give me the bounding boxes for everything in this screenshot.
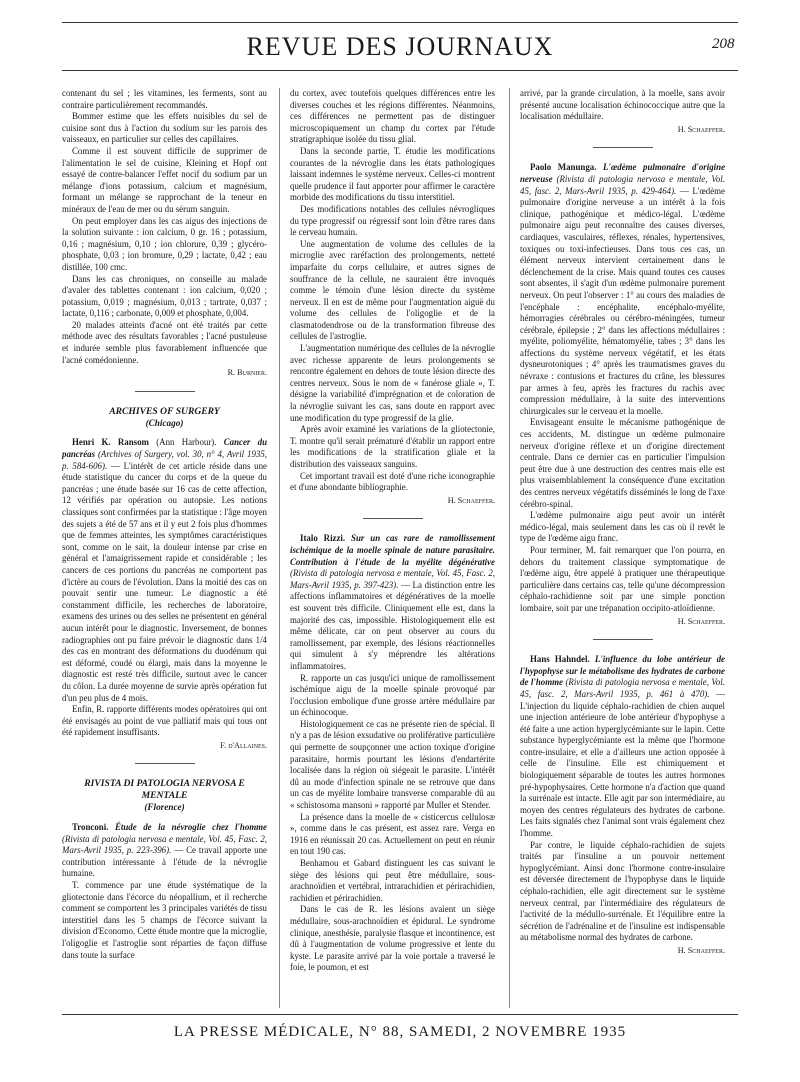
paragraph: Par contre, le liquide céphalo-rachidien de sujets traités par l'insuline a un pouvoir nettement hypoglycémiant. Ainsi donc l'hormone contre-insulaire est déversée directement de l'hypophyse dans le liquide céphalo-rachidien, elle agit directement sur le système nerveux central, par l'intermédiaire des régulateurs de l'activité de la médullo-surrénale. Et l'équilibre entre la sécrétion de l'adrénaline et de l'insuline est indispensable au métabolisme normal des hydrates de carbone.	[520, 839, 725, 943]
article-body: — Ce travail apporte une contribution intéressante à l'étude de la névroglie humaine.	[62, 845, 267, 879]
article-title: L'influence du lobe antérieur de l'hypophyse sur le métabolisme des hydrates de carbone de l'homme	[520, 654, 725, 688]
author-signature: F. d'Allaines.	[220, 740, 267, 750]
paragraph: du cortex, avec toutefois quelques différences entre les diverses couches et les régions différentes. Néanmoins, ces différences ne permettent pas de distinguer microscopiquement un champ du cortex par l'étude stratigraphique isolée du tissu glial.	[290, 88, 495, 145]
paragraph: L'augmentation numérique des cellules de la névroglie avec richesse apparente de leurs prolongements se rencontre également en dehors de toute lésion directe des centres nerveux. Sous le nom de « fanérose gliale », T. désigne la variabilité d'imprégnation et de coloration de la névroglie suivant les cas, sans doute en rapport avec une modification du type progressif de la glie.	[290, 343, 495, 423]
paragraph: R. rapporte un cas jusqu'ici unique de ramollissement ischémique aigu de la moelle spinale provoqué par l'occlusion embolique d'une grosse artère médullaire par un échinocoque.	[290, 672, 495, 718]
paragraph: Enfin, R. rapporte différents modes opératoires qui ont été envisagés au point de vue palliatif mais qui tous ont été rapidement insuffisants.	[62, 704, 267, 738]
paragraph: Une augmentation de volume des cellules de la microglie avec raréfaction des prolongements, netteté imparfaite du corps cellulaire, et autres signes de souffrance de la cellule, ne sauraient être invoqués comme le témoin d'une lésion directe du système nerveux. Il en est de même pour l'augmentation aiguë du volume des cellules de l'oligoglie et de la clasmatodendrose ou de la transformation fibreuse des cellules de l'astroglie.	[290, 238, 495, 342]
article-body: — La distinction entre les affections inflammatoires et dégénératives de la moelle est souvent très difficile. Cliniquement elle est, dans la majorité des cas, impossible. Histologiquement elle est même délicate, car on peut observer au cours du ramollissement, par exemple, des lésions réactionnelles qui simulent à s'y méprendre les altérations inflammatoires.	[290, 579, 495, 671]
article-entry	[62, 822, 267, 880]
article-author: Tronconi.	[72, 822, 109, 833]
column-right	[520, 88, 725, 1008]
journal-heading: ARCHIVES OF SURGERY	[109, 405, 220, 417]
article-source: (Rivista di patologia nervosa e mentale, Vol. 45, Fasc. 2, Mars-Avril 1935, p. 397-423).	[290, 568, 495, 590]
article-entry	[520, 654, 725, 840]
author-signature: H. Schaeffer.	[447, 495, 495, 505]
paragraph: On peut employer dans les cas aigus des injections de la solution suivante : ion calcium, 0 gr. 16 ; potassium, 0,16 ; magnésium, 0,10 ; ion chlorure, 0,39 ; glycéro-phosphate, 0,03 ; ion bromure, 0,29 ; lactate, 0,42 ; eau distillée, 100 cmc.	[62, 215, 267, 272]
paragraph: La présence dans la moelle de « cisticercus cellulosæ », comme dans le cas présent, est assez rare. Verga en 1916 en réunissait 20 cas. Actuellement on peut en réunir en tout 190 cas.	[290, 811, 495, 857]
article-body: — L'œdème pulmonaire d'origine nerveuse a un intérêt à la fois clinique, pathogénique et médico-légal. L'œdème pulmonaire aigu peut reconnaître des causes diverses, cardiaques, vasculaires, réflexes, rénales, hypertensives, toxiques ou toxi-infectieuses. Dans tous ces cas, un élément nerveux intervient certainement dans le déclenchement de la crise. Mais quand toutes ces causes sont absentes, il s'agit d'un œdème pulmonaire purement nerveux. On peut l'observer : 1° au cours des maladies de l'encéphale : encéphalite, encéphalo-myélite, hémorragies cérébrales ou cérébro-méningées, tumeur cérébrale, épilepsie ; 2° dans les affections médullaires : myélite, poliomyélite, hématomyélie, tabes ; 3° dans les affections du système nerveux végétatif, et les états dysneurotoniques ; 4° après les traumatismes graves du névraxe : contusions et fractures du crâne, les blessures par armes à feu, après les fractures du rachis avec compression médullaire, à la suite des interventions chirurgicales sur le cerveau et la moelle.	[520, 185, 725, 416]
paragraph: T. commence par une étude systématique de la gliotectonie dans l'écorce du néopallium, et il recherche comment se comportent les 3 principales variétés de tissu interstitiel dans les 5 champs de l'écorce suivant la division d'Economo. Cette étude montre que la microglie, l'oligoglie et l'astroglie sont réparties de façon diffuse dans toute la surface	[62, 880, 267, 960]
journal-location: (Chicago)	[145, 417, 184, 428]
article-author: Henri K. Ransom	[72, 437, 149, 448]
paragraph: contenant du sel ; les vitamines, les ferments, sont au contraire particulièrement recommandés.	[62, 88, 267, 110]
article-author: Hans Hahndel.	[530, 654, 590, 665]
author-signature: H. Schaeffer.	[677, 945, 725, 955]
paragraph: Cet important travail est doté d'une riche iconographie et d'une abondante bibliographie.	[290, 470, 495, 493]
article-entry	[62, 437, 267, 704]
author-signature: H. Schaeffer.	[677, 124, 725, 134]
paragraph: Envisageant ensuite le mécanisme pathogénique de ces accidents, M. distingue un œdème pulmonaire nerveux d'origine réflexe et un d'origine directement centrale. Dans ce dernier cas en particulier l'impulsion peut être due à une destruction des centres mais elle est plus vraisemblablement la conséquence d'une excitation des centres nerveux végétatifs disséminés le long de l'axe cérébro-spinal.	[520, 417, 725, 509]
article-entry	[290, 533, 495, 672]
article-author: Paolo Manunga.	[530, 162, 597, 173]
journal-heading: RIVISTA DI PATOLOGIA NERVOSA E MENTALE	[84, 778, 245, 802]
paragraph: Dans le cas de R. les lésions avaient un siège médullaire, sous-arachnoïdien et épidural. Le syndrome clinique, anesthésie, paralysie flasque et incontinence, est dû à l'augmentation de volume progressive et lente du kyste. Le parasite arrivé par la voie portale a traversé le foie, le poumon, et est	[290, 904, 495, 973]
article-entry	[520, 162, 725, 417]
footer-rule	[62, 1014, 738, 1015]
column-middle	[290, 88, 495, 1008]
article-author: Italo Rizzi.	[300, 533, 346, 544]
section-separator	[363, 518, 423, 519]
page-number: 208	[712, 36, 735, 52]
journal-section-title: REVUE DES JOURNAUX	[246, 32, 554, 61]
column-divider	[279, 88, 280, 1008]
column-left	[62, 88, 267, 1008]
paragraph: Histologiquement ce cas ne présente rien de spécial. Il n'y a pas de lésion exsudative ou proliférative particulière qui permette de soupçonner une action toxique d'origine parasitaire, hormis pourtant les lésions d'endartérite localisée dans la région où siégeait le parasite. L'intérêt dû au mode d'infection spinale ne se retrouve que dans un cas de myélite lombaire transverse comparable dû au « schistosoma mansoni » rapporté par Muller et Stender.	[290, 718, 495, 811]
article-affiliation: (Ann Harbour).	[156, 437, 217, 448]
paragraph: Dans la seconde partie, T. étudie les modifications courantes de la névroglie dans les états pathologiques laissant indemnes le système nerveux. Celles-ci montrent quelle prudence il faut apporter pour affirmer le caractère morbide des modifications du tissu interstitiel.	[290, 145, 495, 203]
article-source: (Rivista di patologia nervosa e mentale, Vol. 45, Fasc. 2, Mars-Avril 1935, p. 223-396).	[62, 833, 267, 856]
paragraph: Dans les cas chroniques, on conseille au malade d'avaler des tablettes contenant : ion calcium, 0,020 ; potassium, 0,019 ; magnésium, 0,013 ; tartrate, 0,037 ; lactate, 0,116 ; carbonate, 0,009 et phosphate, 0,004.	[62, 273, 267, 319]
paragraph: Des modifications notables des cellules névrogliques du type progressif ou régressif sont loin d'être rares dans le cerveau humain.	[290, 203, 495, 238]
article-source: (Rivista di patologia nervosa e mentale, Vol. 45, fasc. 2, Mars-Avril 1935, p. 461 à 470).	[520, 677, 725, 699]
journal-location: (Florence)	[144, 802, 185, 813]
article-title: Sur un cas rare de ramollissement ischémique de la moelle spinale de nature parasitaire. Contribution à l'étude de la myélite dégénérative	[290, 533, 495, 567]
article-title: Étude de la névroglie chez l'homme	[114, 822, 267, 833]
article-source: (Rivista di patologia nervosa e mentale, Vol. 45, fasc. 2, Mars-Avril 1935, p. 429-464).	[520, 173, 725, 196]
paragraph: Comme il est souvent difficile de supprimer de l'alimentation le sel de cuisine, Kleining et Hopf ont essayé de contre-balancer l'effet nocif du sodium par un mélange d'ions potassium, calcium et magnésium, formant un mélange se rapprochant de la teneur en minéraux de l'eau de mer ou du sérum sanguin.	[62, 145, 267, 214]
header-rule-bottom	[62, 70, 738, 71]
paragraph: Après avoir examiné les variations de la gliotectonie, T. montre qu'il serait prématuré d'établir un rapport entre les modifications de la stratification gliale et la distribution des vaisseaux sanguins.	[290, 424, 495, 469]
section-separator	[593, 147, 653, 148]
paragraph: 20 malades atteints d'acné ont été traités par cette méthode avec des résultats favorables ; l'acné pustuleuse et indurée semble plus favorablement influencée que l'acné comédonienne.	[62, 319, 267, 365]
paragraph: arrivé, par la grande circulation, à la moelle, sans avoir présenté aucune localisation échinococcique autre que la localisation médullaire.	[520, 88, 725, 122]
page-footer: LA PRESSE MÉDICALE, N° 88, SAMEDI, 2 NOVEMBRE 1935	[173, 1024, 627, 1040]
section-separator	[135, 391, 195, 392]
article-body: — L'injection du liquide céphalo-rachidien de chien auquel une injection antérieure de lobe antérieur d'hypophyse a été faite a une action hyperglycémiante sur le lapin. Cette substance hyperglycémiante est la même que l'hormone contre-insulaire, et elle a d'ailleurs une action opposée à celle de l'insuline. Elle est chimiquement et biologiquement séparable de toutes les autres hormones pré-hypophysaires. Cette hormone n'a d'action que quand la surrénale est intacte. Elle agit par son intermédiaire, au moyen des centres régulateurs des hydrates de carbone. Les faits signalés chez l'animal sont vrais également chez l'homme.	[520, 688, 725, 839]
author-signature: R. Burnier.	[227, 368, 267, 378]
header-rule-top	[62, 22, 738, 23]
article-body: — L'intérêt de cet article réside dans une étude statistique du cancer du corps et de la queue du pancréas ; une étude basée sur 16 cas de cette affection, 12 vérifiés par opération ou autopsie. Les notions classiques sont confirmées par la statistique : l'âge moyen des sujets a été de 57 ans et il y eut 2 fois plus d'hommes que de femmes atteintes, les symptômes caractéristiques sont, comme on le sait, la douleur intense par crise en général et l'amaigrissement rapide et considérable ; les cancers de ces portions du pancréas ne comportent pas d'ictère au cours de l'évolution. Dans la moitié des cas on pouvait sentir une tumeur. Le diagnostic a été constamment difficile, les recherches de laboratoire, examens des urines ou des selles ne présentent en général aucun intérêt pour le diagnostic. Inversement, de bonnes radiographies ont pu faire prévoir le diagnostic dans 1/4 des cas en montrant des déformations du duodénum qui est déformé, coudé ou élargi, mais dans la moyenne le diagnostic est resté très difficile, surtout avec le cancer du côlon. La durée moyenne de survie après opération fut d'un peu plus de 4 mois.	[62, 460, 267, 703]
paragraph: Bommer estime que les effets nuisibles du sel de cuisine sont dus à l'action du sodium sur les parois des vaisseaux, en particulier sur celles des capillaires.	[62, 111, 267, 145]
paragraph: Benhamou et Gabard distinguent les cas suivant le siège des lésions qui peut être médullaire, sous-arachnoïdien et vertébral, intrarachidien et périrachidien, rachidien et périrachidien.	[290, 858, 495, 903]
section-separator	[593, 639, 653, 640]
section-separator	[135, 763, 195, 764]
column-divider	[509, 88, 510, 1008]
author-signature: H. Schaeffer.	[677, 616, 725, 626]
article-title: L'œdème pulmonaire d'origine nerveuse	[520, 162, 725, 184]
paragraph: Pour terminer, M. fait remarquer que l'on pourra, en dehors du traitement classique symptomatique de l'œdème aigu, être appelé à pratiquer une thérapeutique particulière dans certains cas, telle qu'une décompression céphalo-rachidienne soit par une simple ponction lombaire, soit par une trépanation occipito-atloïdienne.	[520, 544, 725, 613]
article-title: Cancer du pancréas	[62, 437, 267, 460]
paragraph: L'œdème pulmonaire aigu peut avoir un intérêt médico-légal, mais seulement dans les cas où il revêt le type de l'œdème aigu franc.	[520, 510, 725, 544]
article-source: (Archives of Surgery, vol. 30, n° 4, Avril 1935, p. 584-606).	[62, 449, 267, 471]
